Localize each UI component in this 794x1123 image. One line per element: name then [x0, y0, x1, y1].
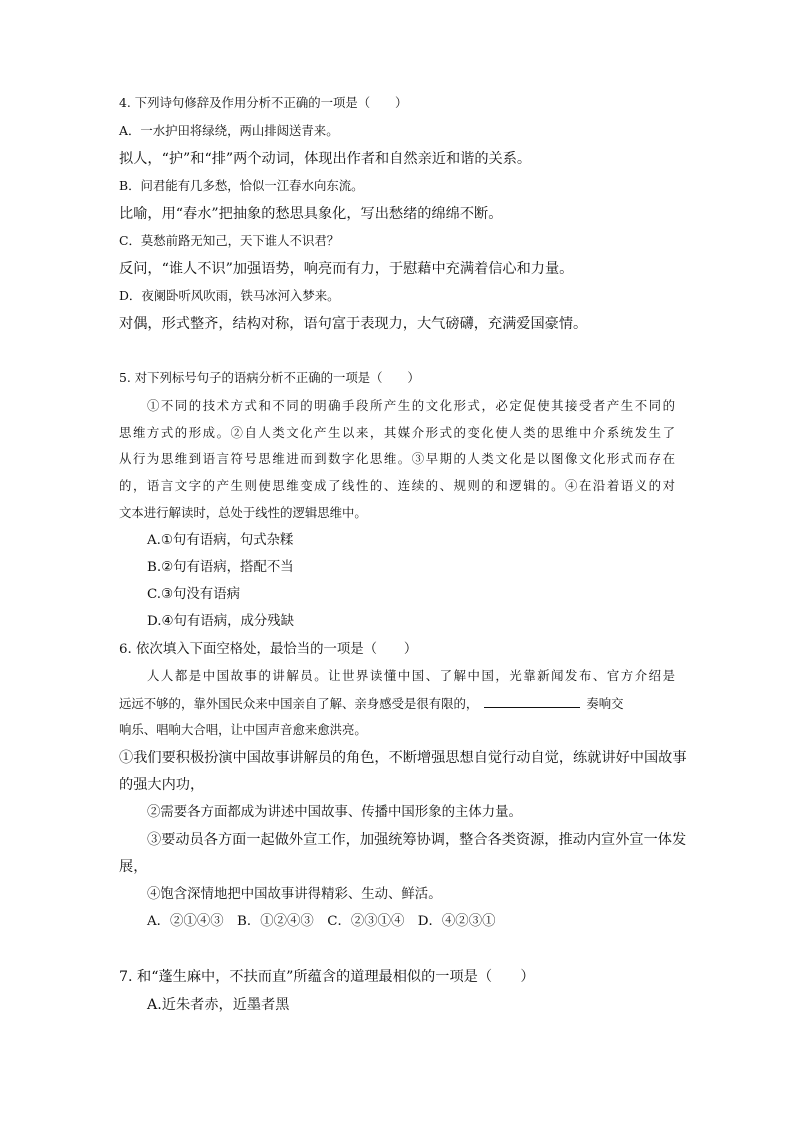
q4-option-d-analysis: 对偶，形式整齐，结构对称，语句富于表现力，大气磅礴，充满爱国豪情。: [119, 316, 588, 332]
q4-option-c: C．莫愁前路无知己，天下谁人不识君？: [119, 233, 340, 248]
q5-option-b: B.②句有语病，搭配不当: [147, 560, 294, 575]
q6-passage-line2-end: 奏响交: [586, 696, 624, 711]
q7-option-a: A.近朱者赤，近墨者黑: [147, 997, 290, 1013]
q5-option-d: D.④句有语病，成分残缺: [147, 614, 295, 629]
q4-option-d: D．夜阑卧听风吹雨，铁马冰河入梦来。: [119, 288, 340, 303]
q6-choice-1: ①我们要积极扮演中国故事讲解员的角色，不断增强思想自觉行动自觉，练就讲好中国故事: [119, 750, 687, 766]
q5-passage-line: 思维方式的形成。②自人类文化产生以来，其媒介形式的变化使人类的思维中介系统发生了: [119, 425, 675, 440]
q5-passage-line: 从行为思维到语言符号思维进而到数字化思维。③早期的人类文化是以图像文化形式而存在: [119, 451, 675, 466]
question-4-stem: 4. 下列诗句修辞及作用分析不正确的一项是（ ）: [119, 95, 408, 110]
q5-passage-line: 文本进行解读时，总处于线性的逻辑思维中。: [119, 505, 367, 520]
q6-choice-3: ③要动员各方面一起做外宣工作，加强统筹协调，整合各类资源，推动内宣外宣一体发: [147, 832, 687, 848]
q6-passage-line2-start: 远远不够的，靠外国民众来中国亲自了解、亲身感受是很有限的，: [119, 696, 479, 711]
q6-passage-line3: 响乐、唱响大合唱，让中国声音愈来愈洪亮。: [119, 722, 367, 737]
q6-choice-2: ②需要各方面都成为讲述中国故事、传播中国形象的主体力量。: [147, 805, 522, 820]
q4-option-b: B．问君能有几多愁，恰似一江春水向东流。: [119, 178, 364, 193]
q4-option-b-analysis: 比喻，用“春水”把抽象的愁思具象化，写出愁绪的绵绵不断。: [119, 206, 503, 222]
question-6-stem: 6. 依次填入下面空格处，最恰当的一项是（ ）: [119, 642, 418, 657]
q5-option-a: A.①句有语病，句式杂糅: [147, 533, 294, 548]
q6-passage-line2: [119, 697, 624, 710]
q4-option-c-analysis: 反问，“谁人不识”加强语势，响亮而有力，于慰藉中充满着信心和力量。: [119, 261, 574, 277]
q4-option-a-analysis: 拟人，“护”和“排”两个动词，体现出作者和自然亲近和谐的关系。: [119, 151, 532, 167]
q5-passage-line: ①不同的技术方式和不同的明确手段所产生的文化形式，必定促使其接受者产生不同的: [147, 398, 675, 413]
q6-passage-line1: 人人都是中国故事的讲解员。让世界读懂中国、了解中国，光靠新闻发布、官方介绍是: [147, 668, 675, 683]
q5-passage-line: 的，语言文字的产生则使思维变成了线性的、连续的、规则的和逻辑的。④在沿着语义的对: [119, 478, 675, 493]
fill-in-blank: [484, 697, 580, 708]
q6-choice-3-cont: 展，: [119, 859, 148, 875]
q6-choice-4: ④饱含深情地把中国故事讲得精彩、生动、鲜活。: [147, 887, 442, 902]
q4-option-a: A．一水护田将绿绕，两山排闼送青来。: [119, 123, 339, 138]
q5-option-c: C.③句没有语病: [147, 587, 240, 602]
question-5-stem: 5. 对下列标号句子的语病分析不正确的一项是（ ）: [119, 370, 420, 385]
question-7-stem: 7. 和“蓬生麻中，不扶而直”所蕴含的道理最相似的一项是（ ）: [119, 969, 535, 985]
q6-options: A．②①④③ B．①②④③ C．②③①④ D．④②③①: [147, 914, 496, 929]
q6-choice-1-cont: 的强大内功，: [119, 777, 205, 793]
